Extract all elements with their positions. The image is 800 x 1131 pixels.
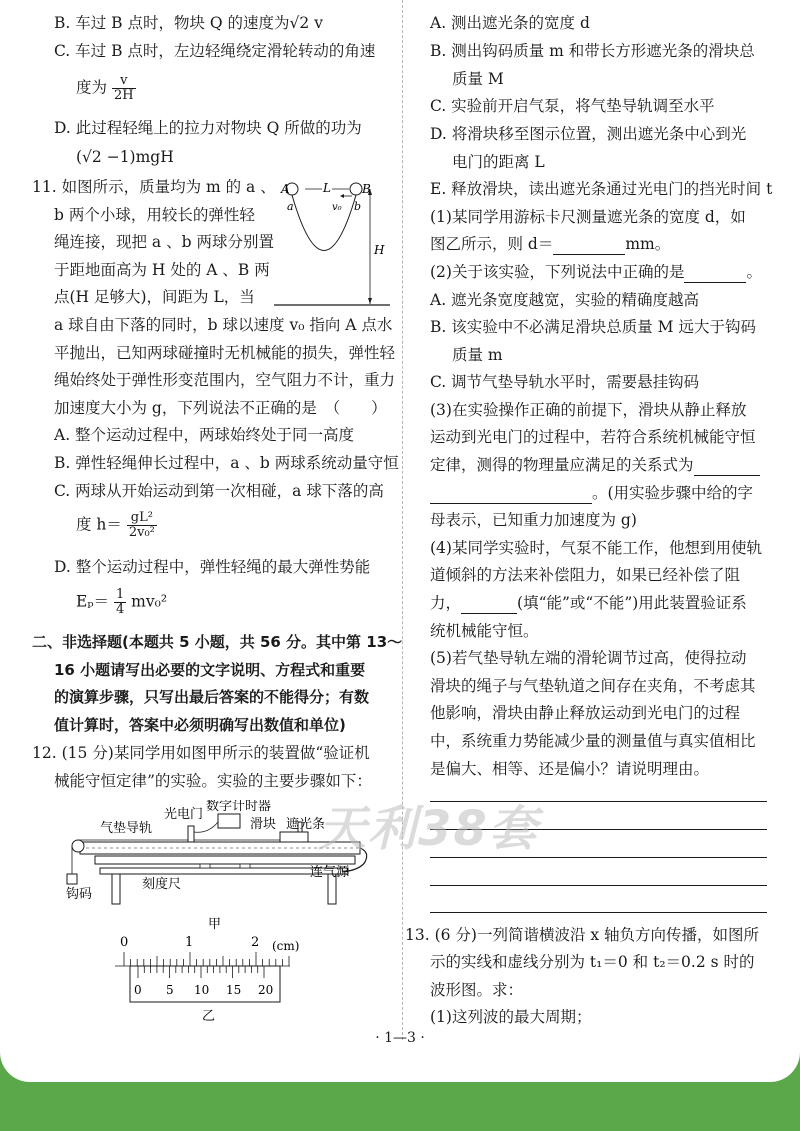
q12-part1-line1: (1)某同学用游标卡尺测量遮光条的宽度 d，如	[430, 208, 746, 226]
q12-part1-line2	[430, 233, 670, 255]
label-h: H	[374, 243, 385, 257]
label-photogate: 光电门	[164, 807, 204, 822]
q11-option-c-line2	[76, 511, 157, 540]
q12-part3-line5: 母表示，已知重力加速度为 g)	[430, 511, 637, 529]
figure-yi-caption: 乙	[202, 1009, 216, 1022]
section2-line2: 16 小题请写出必要的文字说明、方程式和重要	[54, 661, 366, 679]
q12-part3-prefix: 定律，测得的物理量应满足的关系式为	[430, 456, 694, 474]
label-shading-strip: 遮光条	[286, 817, 326, 832]
q10-option-d-line2: (√2 −1)mgH	[76, 148, 174, 166]
v0-arrowhead	[340, 194, 344, 198]
q11-line3: 绳连接，现把 a 、b 两球分别置	[54, 233, 274, 251]
q13-line4: (1)这列波的最大周期；	[430, 1008, 592, 1026]
q12-part5-line2: 滑块的绳子与气垫轨道之间存在夹角，不考虑其	[430, 677, 756, 695]
q11-option-c-fraction	[127, 511, 157, 540]
q12-line1: 12. (15 分)某同学用如图甲所示的装置做“验证机	[32, 744, 370, 762]
q10-option-c-prefix: 度为	[76, 78, 108, 97]
q12-part3-line2: 运动到光电门的过程中，若符合系统机械能守恒	[430, 428, 756, 446]
q12-part1-prefix: 图乙所示，则 d＝	[430, 235, 554, 253]
ball-b	[350, 183, 362, 195]
answer-blank-part3a[interactable]	[694, 459, 760, 476]
fraction-denominator: 2v₀²	[128, 525, 155, 540]
fraction-denominator: 2H	[113, 88, 134, 103]
q11-line6: a 球自由下落的同时，b 球以速度 v₀ 指向 A 点水	[54, 316, 393, 334]
q12-part5-line3: 他影响，滑块由静止释放运动到光电门的过程	[430, 704, 741, 722]
q11-line5: 点(H 足够大)，间距为 L，当	[54, 288, 255, 306]
vernier-label-0: 0	[134, 983, 142, 997]
timer-wire	[194, 822, 218, 832]
label-b-ball: b	[354, 200, 362, 213]
q12-step-b-line2: 质量 M	[452, 70, 504, 88]
q13-line1: 13. (6 分)一列简谐横波沿 x 轴负方向传播，如图所	[405, 926, 760, 944]
label-l: L	[323, 181, 331, 195]
q11-option-d-fraction	[114, 588, 126, 617]
q12-part2-option-b-line1: B. 该实验中不必满足滑块总质量 M 远大于钩码	[430, 318, 756, 336]
q11-line7: 平抛出，已知两球碰撞时无机械能的损失，弹性轻	[54, 344, 396, 362]
q11-option-d-line2	[76, 588, 167, 617]
q10-option-b: B. 车过 B 点时，物块 Q 的速度为√2 v	[54, 14, 323, 32]
q12-part3-note: 。(用实验步骤中给的字	[592, 484, 754, 502]
vernier-label-10: 10	[194, 983, 210, 997]
slider-block	[280, 832, 308, 842]
label-hook-weight: 钩码	[66, 887, 93, 902]
label-v0: v₀	[332, 202, 342, 213]
q12-part2-option-c: C. 调节气垫导轨水平时，需要悬挂钩码	[430, 373, 700, 391]
q10-option-c-fraction	[112, 74, 136, 103]
q12-part4-line1: (4)某同学实验时，气泵不能工作，他想到用使轨	[430, 539, 762, 557]
q12-part3-line3	[430, 454, 760, 476]
q11-option-d-prefix: Eₚ＝	[76, 592, 110, 611]
q11-option-d-line1: D. 整个运动过程中，弹性轻绳的最大弹性势能	[54, 558, 371, 576]
q11-line4: 于距地面高为 H 处的 A 、B 两	[54, 261, 270, 279]
q12-part3-line1: (3)在实验操作正确的前提下，滑块从静止释放	[430, 401, 747, 419]
q11-option-a: A. 整个运动过程中，两球始终处于同一高度	[54, 426, 355, 444]
q12-part2-option-b-line2: 质量 m	[452, 346, 503, 364]
q12-part4-line4: 统机械能守恒。	[430, 622, 539, 640]
q10-option-d-line1: D. 此过程轻绳上的拉力对物块 Q 所做的功为	[54, 119, 362, 137]
q11-figure	[270, 176, 395, 311]
q12-step-e: E. 释放滑块，读出遮光条通过光电门的挡光时间 t	[430, 180, 773, 198]
q12-part4-line3	[430, 592, 747, 614]
label-a-ball: a	[287, 200, 294, 213]
q11-option-b: B. 弹性轻绳伸长过程中，a 、b 两球系统动量守恒	[54, 454, 399, 472]
label-air-track: 气垫导轨	[100, 821, 153, 836]
main-scale-label-0: 0	[120, 935, 129, 950]
answer-blank-part4[interactable]	[461, 597, 517, 614]
figure-jia-caption: 甲	[208, 917, 222, 930]
q12-part2-stem	[430, 261, 762, 283]
q12-step-b-line1: B. 测出钩码质量 m 和带长方形遮光条的滑块总	[430, 42, 755, 60]
section2-line1: 二、非选择题(本题共 5 小题，共 56 分。其中第 13～	[32, 633, 403, 651]
fraction-numerator: v	[112, 74, 136, 89]
table-leg-left	[112, 874, 120, 904]
q11-line1: 11. 如图所示，质量均为 m 的 a 、	[32, 178, 276, 196]
main-scale-label-1: 1	[185, 935, 194, 950]
q11-line8: 绳始终处于弹性形变范围内，空气阻力不计，重力	[54, 371, 396, 389]
label-b-point: B	[362, 182, 371, 196]
answer-blank-part2[interactable]	[684, 266, 746, 283]
label-timer: 数字计时器	[206, 800, 272, 814]
fraction-numerator: gL²	[127, 511, 157, 526]
q12-step-c: C. 实验前开启气泵，将气垫导轨调至水平	[430, 97, 715, 115]
watermark-logo: 天利38套	[318, 801, 539, 857]
label-slider: 滑块	[250, 817, 277, 832]
ruler-strip	[95, 856, 355, 864]
q10-option-c-line1: C. 车过 B 点时，左边轻绳绕定滑轮转动的角速	[54, 42, 376, 60]
q12-part2-prefix: (2)关于该实验，下列说法中正确的是	[430, 263, 685, 281]
q10-option-c-line2	[76, 74, 136, 103]
answer-line-5[interactable]	[430, 912, 767, 913]
q12-part4-line2: 道倾斜的方法来补偿阻力，如果已经补偿了阻	[430, 566, 741, 584]
main-scale-label-2: 2	[251, 935, 260, 950]
q13-line2: 示的实线和虚线分别为 t₁＝0 和 t₂＝0.2 s 时的	[430, 953, 755, 971]
q12-part2-option-a: A. 遮光条宽度越宽，实验的精确度越高	[430, 291, 700, 309]
vernier-label-15: 15	[226, 983, 242, 997]
q12-step-d-line2: 电门的距离 L	[452, 153, 545, 171]
label-air-source: 连气源	[310, 865, 350, 880]
height-h-arrow-bottom	[368, 298, 372, 304]
label-a-point: A	[281, 182, 290, 196]
figure-yi-vernier	[110, 932, 310, 1022]
q11-option-c-prefix: 度 h＝	[76, 515, 122, 534]
answer-blank-d[interactable]	[553, 238, 625, 255]
vernier-label-20: 20	[258, 983, 274, 997]
fraction-numerator: 1	[115, 587, 125, 602]
q12-part4-suffix: (填“能”或“不能”)用此装置验证系	[517, 594, 747, 612]
photogate	[188, 826, 194, 842]
q11-line9: 加速度大小为 g，下列说法不正确的是 （ ）	[54, 399, 387, 417]
section2-line4: 值计算时，答案中必须明确写出数值和单位)	[54, 716, 346, 734]
hook-weight	[67, 874, 77, 884]
q12-part1-unit: mm。	[625, 235, 671, 253]
q12-part5-line5: 是偏大、相等、还是偏小？请说明理由。	[430, 760, 710, 778]
q12-part5-line4: 中，系统重力势能减少量的测量值与真实值相比	[430, 732, 756, 750]
answer-blank-part3b[interactable]	[430, 487, 592, 504]
q12-line2: 械能守恒定律”的实验。实验的主要步骤如下：	[54, 772, 372, 790]
pulley	[72, 840, 84, 852]
q12-step-d-line1: D. 将滑块移至图示位置，测出遮光条中心到光	[430, 125, 747, 143]
fraction-denominator: 4	[115, 602, 125, 617]
q11-option-d-suffix: mv₀²	[131, 592, 168, 611]
track-support	[200, 864, 210, 868]
q12-part2-suffix: 。	[746, 263, 762, 281]
digital-timer	[218, 814, 240, 828]
column-divider	[402, 0, 403, 1040]
elastic-rope	[292, 195, 356, 251]
q13-line3: 波形图。求：	[430, 981, 524, 999]
vernier-label-5: 5	[166, 983, 174, 997]
track-support	[240, 864, 250, 868]
q12-part4-prefix: 力，	[430, 594, 462, 612]
q12-part5-line1: (5)若气垫导轨左端的滑轮调节过高，使得拉动	[430, 649, 747, 667]
unit-label: (cm)	[272, 939, 300, 953]
answer-line-4[interactable]	[430, 885, 767, 886]
q11-option-c-line1: C. 两球从开始运动到第一次相碰，a 球下落的高	[54, 482, 384, 500]
q12-step-a: A. 测出遮光条的宽度 d	[430, 14, 590, 32]
section2-line3: 的演算步骤，只写出最后答案的不能得分；有数	[54, 688, 370, 706]
q11-line2: b 两个小球，用较长的弹性轻	[54, 206, 255, 224]
q12-part3-line4	[430, 482, 753, 504]
page-number: · 1—3 ·	[375, 1030, 425, 1046]
label-ruler: 刻度尺	[142, 877, 182, 892]
